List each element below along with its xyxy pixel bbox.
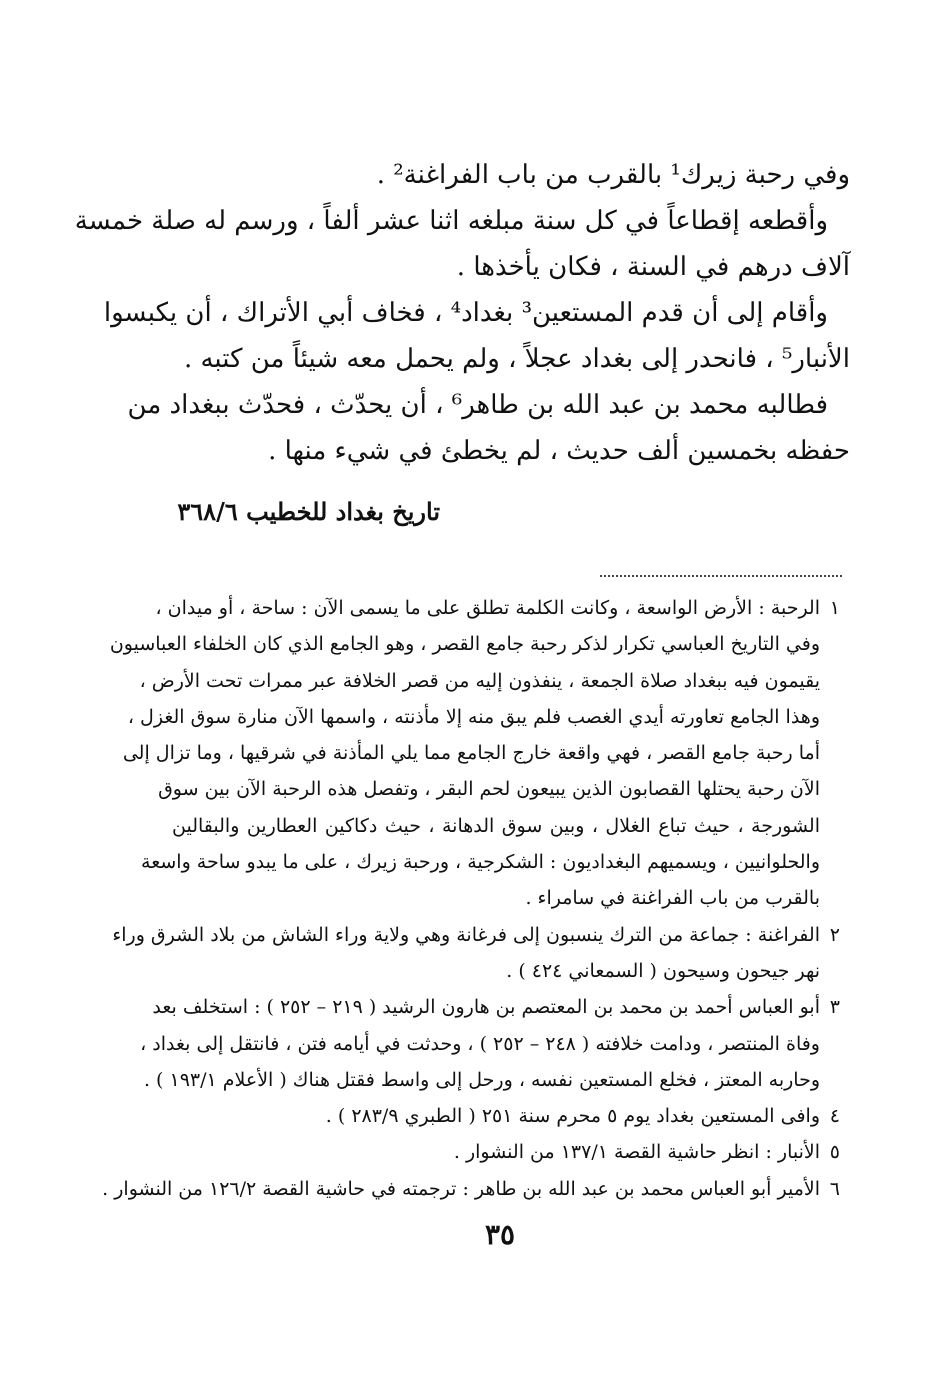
footnote-text: وفي التاريخ العباسي تكرار لذكر رحبة جامع القصر ، وهو الجامع الذي كان الخلفاء العباسيون bbox=[109, 633, 820, 656]
footnote-line bbox=[102, 1171, 840, 1207]
footnote-text: أبو العباس أحمد بن محمد بن المعتصم بن هارون الرشيد ( ٢١٩ – ٢٥٢ ) : استخلف بعد bbox=[152, 996, 820, 1019]
footnotes bbox=[102, 590, 840, 1207]
footnote-line bbox=[152, 989, 840, 1025]
footnote-line bbox=[122, 735, 840, 771]
text-line: حفظه بخمسين ألف حديث ، لم يخطئ في شيء منها . bbox=[268, 436, 850, 466]
footnote-text: نهر جيحون وسيحون ( السمعاني ٤٢٤ ) . bbox=[506, 959, 820, 982]
footnote-text: والحلوانيين ، ويسميهم البغداديون : الشكرجية ، ورحبة زيرك ، على ما يبدو ساحة واسعة bbox=[141, 851, 820, 874]
footnote-line bbox=[109, 626, 840, 662]
text-line: وأقام إلى أن قدم المستعين³ بغداد⁴ ، فخاف أبي الأتراك ، أن يكبسوا bbox=[103, 298, 828, 328]
source-citation: تاريخ بغداد للخطيب ٣٦٨/٦ bbox=[177, 497, 440, 526]
footnote-line bbox=[141, 844, 840, 880]
text-line: وأقطعه إقطاعاً في كل سنة مبلغه اثنا عشر ألفاً ، ورسم له صلة خمسة bbox=[74, 206, 828, 236]
footnote-number: ٦ bbox=[829, 1177, 840, 1200]
footnote-line bbox=[155, 590, 840, 626]
text-line: الأنبار⁵ ، فانحدر إلى بغداد عجلاً ، ولم يحمل معه شيئاً من كتبه . bbox=[183, 344, 850, 374]
footnote-line bbox=[112, 917, 840, 953]
footnote-line bbox=[158, 771, 840, 807]
footnote-text: أما رحبة جامع القصر ، فهي واقعة خارج الجامع مما يلي المأذنة في شرقيها ، وما تزال إلى bbox=[122, 742, 820, 765]
footnote-separator bbox=[600, 575, 842, 577]
footnote-text: الرحبة : الأرض الواسعة ، وكانت الكلمة تطلق على ما يسمى الآن : ساحة ، أو ميدان ، bbox=[155, 597, 820, 619]
footnote-text: وحاربه المعتز ، فخلع المستعين نفسه ، ورحل إلى واسط فقتل هناك ( الأعلام ١٩٣/١ ) . bbox=[143, 1068, 820, 1091]
footnote-text: بالقرب من باب الفراغنة في سامراء . bbox=[525, 887, 820, 910]
footnote-line bbox=[172, 1134, 840, 1170]
footnote-line bbox=[143, 1062, 840, 1098]
text-line: فطالبه محمد بن عبد الله بن طاهر⁶ ، أن يحدّث ، فحدّث ببغداد من bbox=[127, 390, 828, 420]
footnote-text: وافى المستعين بغداد يوم ٥ محرم سنة ٢٥١ ( الطبري ٢٨٣/٩ ) . bbox=[325, 1105, 820, 1128]
text-line: وفي رحبة زيرك¹ بالقرب من باب الفراغنة² . bbox=[376, 160, 850, 190]
footnote-number: ٥ bbox=[829, 1141, 840, 1164]
footnote-line bbox=[172, 880, 840, 916]
footnote-number: ٢ bbox=[829, 923, 840, 946]
footnote-number: ٤ bbox=[829, 1105, 840, 1128]
footnote-line bbox=[172, 1098, 840, 1134]
footnote-text: يقيمون فيه ببغداد صلاة الجمعة ، ينفذون إليه من قصر الخلافة عبر ممرات تحت الأرض ، bbox=[139, 669, 820, 692]
footnote-text: الفراغنة : جماعة من الترك ينسبون إلى فرغانة وهي ولاية وراء الشاش من بلاد الشرق وراء bbox=[112, 923, 820, 946]
footnote-text: الأمير أبو العباس محمد بن عبد الله بن طاهر : ترجمته في حاشية القصة ١٢٦/٢ من النشوار . bbox=[102, 1177, 820, 1200]
footnote-line bbox=[139, 663, 840, 699]
footnote-number: ١ bbox=[829, 597, 840, 619]
footnote-line bbox=[140, 1026, 840, 1062]
footnote-line bbox=[127, 699, 840, 735]
main-text bbox=[74, 152, 850, 474]
text-line: آلاف درهم في السنة ، فكان يأخذها . bbox=[456, 252, 850, 282]
footnote-line bbox=[172, 953, 840, 989]
footnote-line bbox=[172, 808, 840, 844]
footnote-text: وفاة المنتصر ، ودامت خلافته ( ٢٤٨ – ٢٥٢ ) ، وحدثت في أيامه فتن ، فانتقل إلى بغداد ، bbox=[140, 1032, 820, 1055]
footnote-number: ٣ bbox=[829, 996, 840, 1019]
footnote-text: وهذا الجامع تعاورته أيدي الغصب فلم يبق منه إلا مأذنته ، واسمها الآن منارة سوق الغزل ، bbox=[127, 705, 820, 728]
footnote-text: الأنبار : انظر حاشية القصة ١٣٧/١ من النشوار . bbox=[453, 1141, 820, 1164]
footnote-text: الآن رحبة يحتلها القصابون الذين يبيعون لحم البقر ، وتفصل هذه الرحبة الآن بين سوق bbox=[158, 778, 820, 801]
footnote-text: الشورجة ، حيث تباع الغلال ، وبين سوق الدهانة ، حيث دكاكين العطارين والبقالين bbox=[172, 814, 820, 837]
page-number: ٣٥ bbox=[484, 1218, 516, 1251]
